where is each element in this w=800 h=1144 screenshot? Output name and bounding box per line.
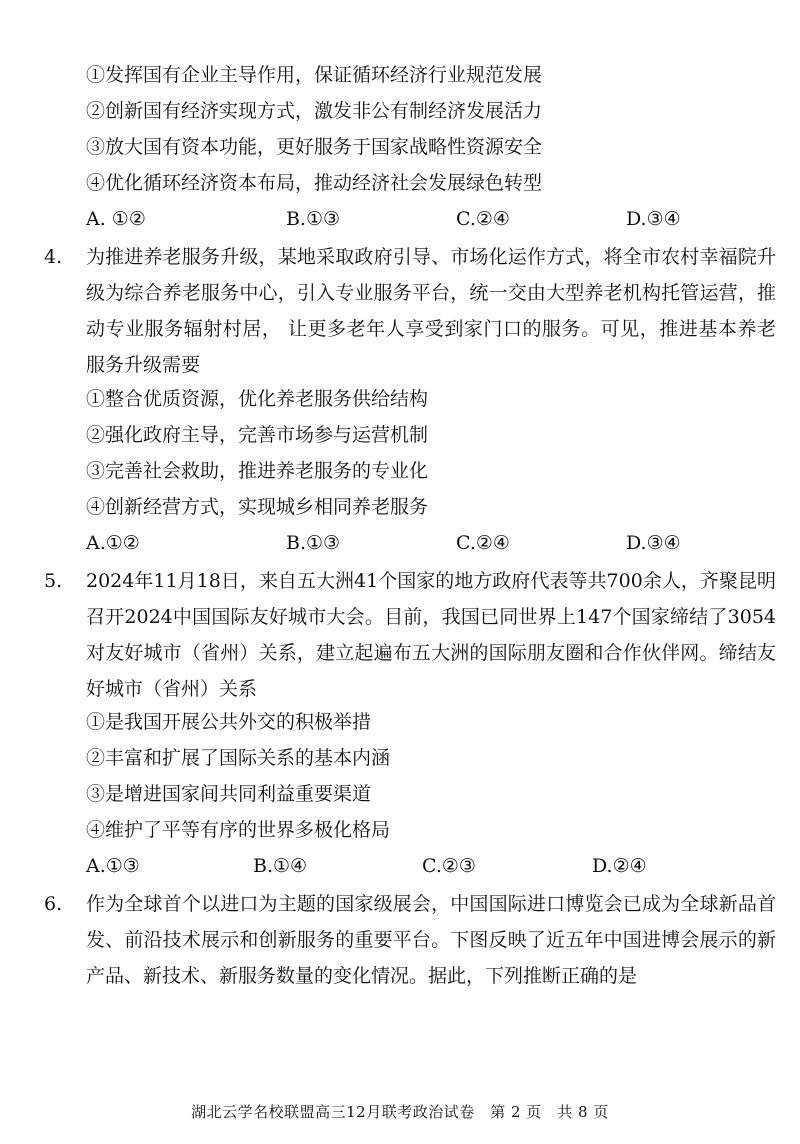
q4-item-4: ④创新经营方式，实现城乡相同养老服务 bbox=[86, 496, 429, 518]
q5-option-c[interactable]: C.②③ bbox=[422, 855, 476, 877]
q3-item-2: ②创新国有经济实现方式，激发非公有制经济发展活力 bbox=[86, 100, 543, 122]
q3-item-3: ③放大国有资本功能，更好服务于国家战略性资源安全 bbox=[86, 136, 543, 158]
q4-item-1: ①整合优质资源，优化养老服务供给结构 bbox=[86, 388, 429, 410]
q5-item-1: ①是我国开展公共外交的积极举措 bbox=[86, 711, 372, 733]
q5-stem: 2024年11月18日，来自五大洲41个国家的地方政府代表等共700余人，齐聚昆明召开2024中国国际友好城市大会。目前，我国已同世界上147个国家缔结了3054对友好城市（省州）关系，建立起遍布五大洲的国际朋友圈和合作伙伴网。缔结友好城市（省州）关系 bbox=[86, 570, 776, 700]
q5-option-a[interactable]: A.①③ bbox=[86, 855, 140, 877]
q5-option-d[interactable]: D.②④ bbox=[592, 855, 647, 877]
q4-stem: 为推进养老服务升级，某地采取政府引导、市场化运作方式，将全市农村幸福院升级为综合养老服务中心，引入专业服务平台，统一交由大型养老机构托管运营，推动专业服务辐射村居， 让更多老年人享受到家门口的服务。可见，推进基本养老服务升级需要 bbox=[86, 246, 776, 376]
q6-stem: 作为全球首个以进口为主题的国家级展会，中国国际进口博览会已成为全球新品首发、前沿技术展示和创新服务的重要平台。下图反映了近五年中国进博会展示的新产品、新技术、新服务数量的变化情况。据此，下列推断正确的是 bbox=[86, 893, 776, 987]
q3-option-c[interactable]: C.②④ bbox=[456, 208, 510, 230]
q5-item-2: ②丰富和扩展了国际关系的基本内涵 bbox=[86, 747, 391, 769]
q5-item-4: ④维护了平等有序的世界多极化格局 bbox=[86, 819, 391, 841]
q3-item-1: ①发挥国有企业主导作用，保证循环经济行业规范发展 bbox=[86, 64, 543, 86]
q3-option-a[interactable]: A. ①② bbox=[86, 208, 146, 230]
q3-item-4: ④优化循环经济资本布局，推动经济社会发展绿色转型 bbox=[86, 172, 543, 194]
q3-option-b[interactable]: B.①③ bbox=[286, 208, 341, 230]
q4-number: 4. bbox=[44, 246, 63, 268]
q4-option-a[interactable]: A.①② bbox=[86, 532, 140, 554]
q4-option-d[interactable]: D.③④ bbox=[626, 532, 681, 554]
page-footer: 湖北云学名校联盟高三12月联考政治试卷 第 2 页 共 8 页 bbox=[191, 1103, 609, 1121]
q4-option-b[interactable]: B.①③ bbox=[286, 532, 341, 554]
q6-number: 6. bbox=[44, 893, 63, 915]
q5-item-3: ③是增进国家间共同利益重要渠道 bbox=[86, 783, 372, 805]
q4-item-2: ②强化政府主导，完善市场参与运营机制 bbox=[86, 424, 429, 446]
q4-item-3: ③完善社会救助，推进养老服务的专业化 bbox=[86, 460, 429, 482]
q3-option-d[interactable]: D.③④ bbox=[626, 208, 681, 230]
q5-option-b[interactable]: B.①④ bbox=[253, 855, 308, 877]
q5-number: 5. bbox=[44, 570, 63, 592]
q4-option-c[interactable]: C.②④ bbox=[456, 532, 510, 554]
